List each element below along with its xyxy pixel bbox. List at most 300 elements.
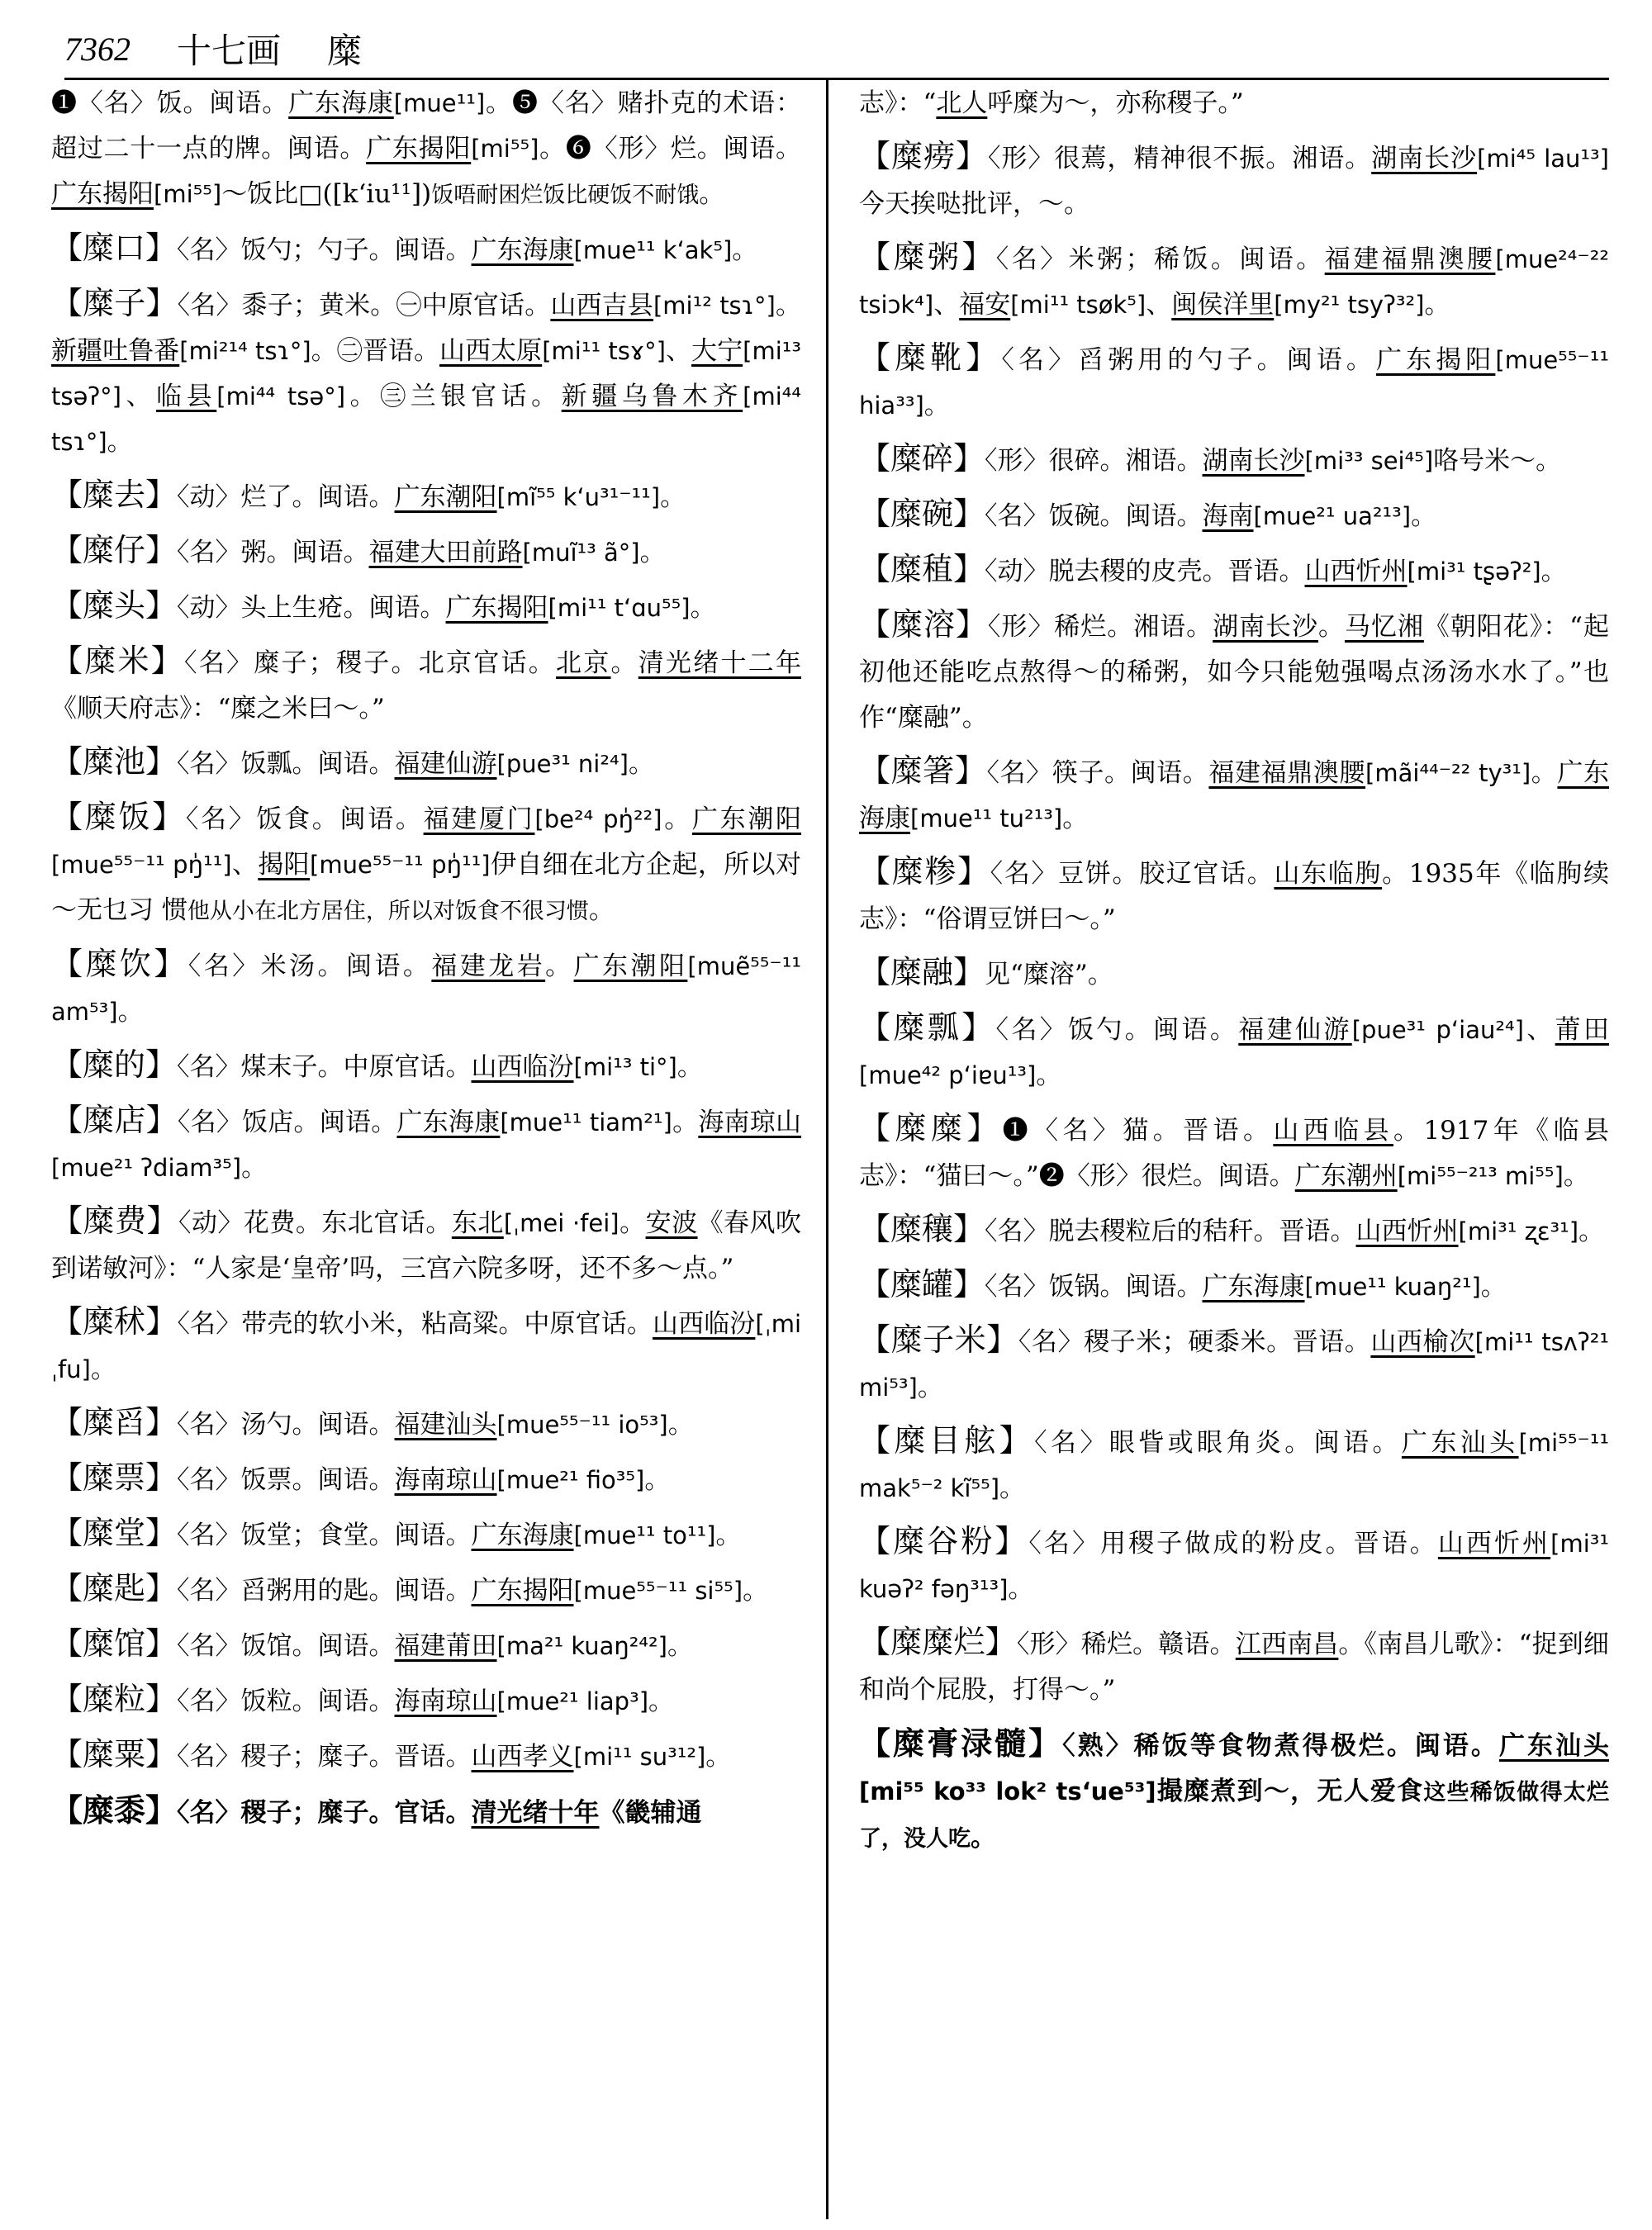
entry-text: 。 <box>667 1410 694 1440</box>
entry-headword: 【糜罐】 <box>859 1266 985 1302</box>
entry-headword: 【糜费】 <box>51 1203 178 1239</box>
entry-headword: 【糜堂】 <box>51 1515 178 1551</box>
dialect-location: 海南琼山 <box>698 1108 801 1137</box>
entry-headword: 【糜秫】 <box>51 1303 178 1340</box>
pronunciation: [mi³¹ tʂəʔ²] <box>1407 558 1541 586</box>
dialect-location: 山西忻州 <box>1304 557 1408 586</box>
dictionary-entry <box>859 950 1609 998</box>
entry-text: 、 <box>121 382 157 411</box>
entry-headword: 【糜头】 <box>51 587 178 624</box>
dictionary-entry <box>51 1198 801 1292</box>
dialect-location: 湖南长沙 <box>1202 446 1305 476</box>
entry-headword: 【糜口】 <box>51 230 178 266</box>
dictionary-entry <box>859 1317 1609 1411</box>
dictionary-entry <box>51 1511 801 1559</box>
entry-headword: 【糜稙】 <box>859 551 985 587</box>
dialect-location: 广东汕头 <box>1498 1731 1609 1761</box>
dictionary-entry <box>51 1566 801 1614</box>
pronunciation: [mi³¹ kuəʔ² fəŋ³¹³] <box>859 1530 1610 1603</box>
pronunciation: [pue³¹ ni²⁴] <box>496 750 629 778</box>
dialect-location: 山西榆次 <box>1370 1327 1475 1357</box>
pronunciation: [mĩ⁵⁵ kʻu³¹⁻¹¹] <box>496 483 661 511</box>
entry-text: 〈名〉饭锅。闽语。 <box>985 1272 1203 1302</box>
dialect-location: 山西孝义 <box>471 1742 574 1772</box>
entry-text: 〈名〉粥。闽语。 <box>177 538 369 567</box>
dialect-location: 莆田 <box>1555 1015 1610 1045</box>
entry-text: 。 <box>1411 501 1437 531</box>
pronunciation: [mue⁵⁵⁻¹¹ hia³³] <box>859 346 1609 420</box>
dialect-location: 湖南长沙 <box>1371 144 1478 173</box>
entry-headword: 【糜池】 <box>51 743 178 780</box>
dictionary-entry <box>859 1005 1609 1098</box>
entry-text: 〈形〉很碎。湘语。 <box>985 446 1203 476</box>
entry-text: 。 <box>923 391 950 420</box>
pronunciation: [my²¹ tsyʔ³²] <box>1274 291 1425 319</box>
entry-text: 。 <box>705 1742 732 1772</box>
entry-text: 。 <box>1008 1574 1034 1604</box>
entry-text: 〈熟〉稀饭等食物煮得极烂。闽语。 <box>1062 1731 1499 1761</box>
pronunciation: [mue²¹ liap³] <box>496 1687 649 1715</box>
stroke-section: 十七画 <box>177 31 282 71</box>
entry-headword: 【糜子】 <box>51 285 178 321</box>
entry-text: 〈名〉饭店。闽语。 <box>177 1108 397 1137</box>
dictionary-entry <box>51 81 801 218</box>
dictionary-entry <box>859 547 1609 595</box>
entry-text: 〈名〉汤勺。闽语。 <box>177 1410 395 1440</box>
dictionary-entry <box>51 1098 801 1191</box>
dictionary-entry <box>859 1262 1609 1310</box>
entry-text: 〈名〉饭票。闽语。 <box>177 1465 395 1495</box>
dictionary-entry <box>859 81 1609 126</box>
entry-text: 。 <box>743 1576 769 1606</box>
dictionary-entry <box>859 849 1609 942</box>
entry-text: 〈名〉豆饼。胶辽官话。 <box>990 859 1275 889</box>
dialect-location: 广东海康 <box>1202 1272 1305 1302</box>
pronunciation: [mue¹¹ to¹¹] <box>573 1521 716 1549</box>
example-gloss: 这些稀饭做得太烂了，没人吃 <box>859 1780 1610 1852</box>
entry-text: 〈名〉饭堂；食堂。闽语。 <box>177 1521 472 1550</box>
entry-headword: 【糜糁】 <box>859 853 990 890</box>
dialect-location: 广东海康 <box>471 235 574 265</box>
dictionary-entry <box>51 1677 801 1725</box>
entry-headword: 【糜饭】 <box>51 799 186 835</box>
entry-text: 、 <box>1146 290 1172 320</box>
dialect-location: 湖南长沙 <box>1213 612 1318 642</box>
dialect-location: 东北 <box>451 1208 504 1238</box>
dialect-location: 山西临县 <box>1273 1116 1394 1146</box>
dictionary-entry <box>51 1621 801 1669</box>
entry-text: 。 <box>1540 557 1567 586</box>
dialect-location: 大宁 <box>691 336 743 366</box>
entry-text: 〈名〉米汤。闽语。 <box>188 951 432 981</box>
dictionary-entry <box>859 491 1609 539</box>
pronunciation: [mi⁵⁵ ko³³ lok² tsʻue⁵³] <box>859 1777 1156 1805</box>
pronunciation: [mue⁵⁵⁻¹¹ pŋ̍¹¹] <box>310 851 491 879</box>
dictionary-entry <box>51 528 801 576</box>
entry-text: 〈动〉烂了。闽语。 <box>177 482 395 512</box>
entry-text: 《畿辅通 <box>599 1798 702 1828</box>
entry-text: 〈动〉花费。东北官话。 <box>178 1208 452 1238</box>
entry-headword: 【糜溶】 <box>859 606 988 643</box>
dictionary-entry <box>51 583 801 631</box>
pronunciation: [mi¹¹ tʻɑu⁵⁵] <box>548 594 691 622</box>
entry-headword: 【糜馆】 <box>51 1625 178 1662</box>
entry-text: 。 <box>775 291 802 320</box>
entry-text: 。❻〈形〉烂。闽语。 <box>539 134 802 164</box>
dictionary-entry <box>51 1455 801 1503</box>
entry-text: 〈形〉很蔫，精神很不振。湘语。 <box>987 144 1372 173</box>
entry-headword: 【糜膏渌髓】 <box>859 1725 1063 1762</box>
dialect-location: 广东海康 <box>859 758 1609 833</box>
entry-text: 。 <box>107 427 133 457</box>
entry-text: 。 <box>971 1823 996 1853</box>
entry-text: 〈名〉饭馆。闽语。 <box>177 1631 395 1661</box>
pronunciation: [mue²¹ ʔdiam³⁵] <box>51 1154 242 1182</box>
dictionary-entry <box>859 602 1609 741</box>
entry-text: 。 <box>662 804 692 834</box>
entry-headword: 【糜穰】 <box>859 1211 985 1247</box>
pronunciation: [mi¹¹ tsøk⁵] <box>1010 291 1146 319</box>
entry-text: 。 <box>644 1465 671 1495</box>
entry-headword: 【糜碎】 <box>859 440 985 477</box>
entry-text: 。 <box>676 1052 703 1082</box>
pronunciation: [muĩ¹³ ã°] <box>522 539 640 567</box>
entry-text: 。 <box>1480 1272 1507 1302</box>
entry-headword: 【糜匙】 <box>51 1570 178 1606</box>
dictionary-entry <box>859 436 1609 484</box>
dictionary-entry <box>859 134 1609 227</box>
entry-text: 〈名〉稷子；糜子。晋语。 <box>177 1742 472 1772</box>
pronunciation: [mue¹¹ kuaŋ²¹] <box>1304 1273 1481 1301</box>
entry-text: 。1935年《临朐续志》：“俗谓豆饼曰～。” <box>859 859 1609 934</box>
entry-text: 〈动〉脱去稷的皮壳。晋语。 <box>985 557 1305 586</box>
dictionary-entry <box>859 1720 1609 1862</box>
right-column <box>859 81 1609 1869</box>
entry-text: 。 <box>90 1355 116 1384</box>
dictionary-entry <box>859 235 1609 328</box>
dictionary-entry <box>51 225 801 273</box>
entry-text: 〈名〉稷子；糜子。官话。 <box>177 1798 472 1828</box>
entry-text: 。❺〈名〉赌扑克的术语：超过二十一点的牌。闽语。 <box>51 88 802 164</box>
pronunciation: [mi⁴⁴ tsə°] <box>216 382 346 410</box>
entry-text: 〈名〉用稷子做成的粉皮。晋语。 <box>1028 1529 1438 1559</box>
pronunciation: [mue¹¹ tu²¹³] <box>910 804 1063 833</box>
entry-text: 。 <box>660 482 686 512</box>
dialect-location: 北人 <box>936 88 988 118</box>
dictionary-entry <box>51 281 801 465</box>
entry-text: 〈名〉脱去稷粒后的秸秆。晋语。 <box>985 1217 1356 1246</box>
entry-headword: 【糜米】 <box>51 643 184 679</box>
dictionary-entry <box>51 1042 801 1090</box>
header-rule <box>64 78 1609 80</box>
entry-text: ❶〈名〉饭。闽语。 <box>51 88 289 118</box>
dialect-location: 福安 <box>959 290 1011 320</box>
pronunciation: [mãi⁴⁴⁻²² ty³¹] <box>1365 759 1531 787</box>
dialect-location: 山东临朐 <box>1274 859 1383 889</box>
entry-text: 〈名〉饭瓢。闽语。 <box>177 749 395 779</box>
entry-headword: 【糜粒】 <box>51 1681 178 1717</box>
entry-headword: 【糜目舷】 <box>859 1422 1035 1459</box>
entry-text: ❶〈名〉猫。晋语。 <box>1002 1116 1274 1146</box>
entry-headword: 【糜糜】 <box>859 1110 1003 1146</box>
entry-text: 。 <box>1578 1217 1605 1246</box>
entry-text: 、 <box>1523 1015 1555 1045</box>
entry-text: 见“糜溶”。 <box>985 960 1113 989</box>
entry-text: 、 <box>665 336 692 366</box>
entry-text: 志》：“ <box>859 88 937 118</box>
pronunciation: [mue⁴² pʻiɐu¹³] <box>859 1061 1037 1089</box>
entry-headword: 【糜痨】 <box>859 138 988 174</box>
example-gloss: 饭唔耐困烂饭比硬饭不耐饿 <box>431 183 700 208</box>
entry-text: 〈动〉头上生疮。闽语。 <box>177 593 446 623</box>
dictionary-entry <box>51 472 801 520</box>
entry-text: 。 <box>619 1208 646 1238</box>
dialect-location: 新疆吐鲁番 <box>51 336 180 366</box>
dialect-location: 海南琼山 <box>394 1465 497 1495</box>
entry-text: 。 <box>1062 804 1089 833</box>
pronunciation: [mi⁵⁵] <box>471 135 539 163</box>
pronunciation: [mi¹¹ su³¹²] <box>573 1743 706 1771</box>
entry-text: 〈名〉煤末子。中原官话。 <box>177 1052 472 1082</box>
dialect-location: 江西南昌 <box>1235 1630 1339 1659</box>
dictionary-entry <box>859 748 1609 842</box>
entry-text: 撮糜煮到～，无人爱食 <box>1156 1777 1424 1806</box>
entry-text: 〈名〉饭粒。闽语。 <box>177 1687 395 1716</box>
pronunciation: [mue²¹ ua²¹³] <box>1253 502 1412 530</box>
entry-text: 。1917年《临县志》：“猫曰～。”❷〈形〉很烂。闽语。 <box>859 1116 1609 1191</box>
pronunciation: [mi⁵⁵⁻¹¹ mak⁵⁻² kĩ⁵⁵] <box>859 1429 1610 1502</box>
entry-headword: 【糜箸】 <box>859 752 987 789</box>
dialect-location: 安波 <box>645 1208 698 1238</box>
pronunciation: [mi¹¹ tsɤ°] <box>542 337 666 365</box>
entry-text: 〈名〉带壳的软小米，粘高粱。中原官话。 <box>177 1309 653 1339</box>
pronunciation: [ma²¹ kuaŋ²⁴²] <box>496 1632 667 1660</box>
entry-text: 〈名〉眼眥或眼角炎。闽语。 <box>1034 1428 1402 1458</box>
entry-text: 〈名〉饭勺。闽语。 <box>995 1015 1239 1045</box>
entry-text: 。 <box>699 179 725 209</box>
dialect-location: 海南琼山 <box>394 1687 497 1716</box>
dictionary-entry <box>51 1299 801 1393</box>
entry-text: 。 <box>241 1153 268 1183</box>
entry-text: 。 <box>648 1687 675 1716</box>
entry-text: 〈名〉米粥；稀饭。闽语。 <box>995 244 1325 274</box>
entry-text: 〈名〉饭食。闽语。 <box>185 804 424 834</box>
entry-text: 〈名〉黍子；黄米。㊀中原官话。 <box>177 291 551 320</box>
entry-text: 。 <box>1424 290 1450 320</box>
pronunciation: [mi⁵⁵] <box>154 180 222 208</box>
entry-text: 《顺天府志》：“糜之米曰～。” <box>51 694 385 724</box>
page-header <box>64 23 1609 74</box>
dictionary-entry <box>51 638 801 732</box>
entry-text: 〈名〉筷子。闽语。 <box>986 758 1209 788</box>
entry-text: 。 <box>1531 758 1558 788</box>
entry-text: 〈名〉饭碗。闽语。 <box>985 501 1203 531</box>
entry-headword: 【糜粟】 <box>51 1736 178 1772</box>
pronunciation: [mue¹¹] <box>393 89 486 117</box>
entry-text: 〈名〉糜子；稷子。北京官话。 <box>184 648 556 678</box>
entry-headword: 【糜店】 <box>51 1102 178 1138</box>
pronunciation: [mi³¹ ʐɛ³¹] <box>1458 1217 1579 1245</box>
pronunciation: [mue⁵⁵⁻¹¹ pŋ̍¹¹] <box>51 851 232 879</box>
dialect-location: 马忆湘 <box>1344 612 1424 642</box>
pronunciation: [mi⁴⁴ tsɿ°] <box>51 382 802 456</box>
dialect-location: 福建大田前路 <box>368 538 523 567</box>
pronunciation: [be²⁴ pŋ̍²²] <box>534 805 662 833</box>
dialect-location: 福建厦门 <box>423 804 535 834</box>
dialect-location: 广东揭阳 <box>51 179 154 209</box>
entry-text: 。 <box>667 1631 693 1661</box>
entry-text: 〈形〉稀烂。湘语。 <box>987 612 1213 642</box>
entry-text: 《朝阳花》：“起初他还能吃点熬得～的稀粥，如今只能勉强喝点汤汤水水了。”也作“糜融”。 <box>859 612 1609 733</box>
header-character: 糜 <box>327 31 363 71</box>
dialect-location: 福建福鼎澳腰 <box>1324 244 1496 274</box>
entry-text: 。 <box>1317 612 1345 642</box>
entry-headword: 【糜靴】 <box>859 339 1002 376</box>
pronunciation: [muẽ⁵⁵⁻¹¹ am⁵³] <box>51 952 801 1026</box>
dialect-location: 广东潮阳 <box>573 951 688 981</box>
example-gloss: 他从小在北方居住，所以对饭食不很习惯 <box>187 899 589 924</box>
entry-headword: 【糜去】 <box>51 477 178 513</box>
entry-headword: 【糜子米】 <box>859 1321 1018 1358</box>
entry-headword: 【糜饮】 <box>51 946 188 982</box>
dialect-location: 广东揭阳 <box>1376 345 1496 375</box>
dictionary-entry <box>859 1620 1609 1713</box>
entry-text: 今天挨哒批评，～。 <box>859 189 1089 219</box>
entry-headword: 【糜黍】 <box>51 1791 178 1829</box>
dictionary-entry <box>859 335 1609 429</box>
page-number: 7362 <box>64 30 131 68</box>
entry-text: 〈名〉舀粥用的匙。闽语。 <box>177 1576 472 1606</box>
dictionary-entry <box>859 1207 1609 1255</box>
entry-text: 〈名〉饭勺；勺子。闽语。 <box>177 235 472 265</box>
dialect-location: 福建仙游 <box>1238 1015 1352 1045</box>
entry-text: 〈名〉舀粥用的勺子。闽语。 <box>1001 345 1377 375</box>
entry-headword: 【糜粥】 <box>859 239 996 275</box>
pronunciation: [mi¹¹ tsʌʔ²¹ mi⁵³] <box>859 1328 1610 1402</box>
pronunciation: [pue³¹ pʻiau²⁴] <box>1351 1016 1524 1044</box>
pronunciation: [mi⁵⁵⁻²¹³ mi⁵⁵] <box>1397 1162 1564 1190</box>
dialect-location: 临县 <box>156 382 217 411</box>
pronunciation: [ˌmei ·fei] <box>503 1209 620 1237</box>
entry-text: 。 <box>545 951 574 981</box>
dictionary-entry <box>51 1787 801 1836</box>
entry-text: 。 <box>639 538 666 567</box>
entry-text: 。 <box>690 593 716 623</box>
dictionary-entry <box>51 739 801 787</box>
dialect-location: 山西吉县 <box>550 291 653 320</box>
entry-headword: 【糜的】 <box>51 1046 178 1083</box>
pronunciation: [mi²¹⁴ tsɿ°] <box>179 337 311 365</box>
pronunciation: [mue²¹ fio³⁵] <box>496 1466 645 1494</box>
pronunciation: [mi³³ sei⁴⁵] <box>1304 447 1434 475</box>
dialect-location: 广东潮州 <box>1294 1161 1398 1191</box>
dialect-location: 新疆乌鲁木齐 <box>561 382 743 411</box>
entry-text: 〈名〉稷子米；硬黍米。晋语。 <box>1018 1327 1371 1357</box>
entry-text: 。 <box>1563 1161 1589 1191</box>
pronunciation: [mi¹³ tsəʔ°] <box>51 337 802 410</box>
dialect-location: 福建莆田 <box>394 1631 497 1661</box>
pronunciation: [mue¹¹ tiam²¹] <box>500 1108 672 1136</box>
entry-text: 呼糜为～，亦称稷子。” <box>987 88 1244 118</box>
dialect-location: 山西忻州 <box>1355 1217 1459 1246</box>
dialect-location: 北京 <box>556 648 611 678</box>
dialect-location: 山西临汾 <box>652 1309 756 1339</box>
entry-headword: 【糜瓢】 <box>859 1009 996 1046</box>
dialect-location: 福建龙岩 <box>431 951 546 981</box>
dialect-location: 广东潮阳 <box>394 482 497 512</box>
pronunciation: [mi¹² tsɿ°] <box>653 292 776 320</box>
entry-text: 。 <box>715 1521 742 1550</box>
entry-text: 。 <box>917 1373 943 1402</box>
dialect-location: 广东潮阳 <box>691 804 802 834</box>
entry-text: 、 <box>933 290 960 320</box>
dialect-location: 揭阳 <box>258 850 311 880</box>
dialect-location: 福建福鼎澳腰 <box>1208 758 1366 788</box>
dialect-location: 清光绪十二年 <box>638 648 801 678</box>
dialect-location: 山西临汾 <box>471 1052 574 1082</box>
entry-text: 。㊁晋语。 <box>311 336 440 366</box>
entry-text: 伊自细在北方企起，所以对～无乜习 惯 <box>51 850 802 925</box>
dialect-location: 山西忻州 <box>1437 1529 1551 1559</box>
dialect-location: 福建汕头 <box>394 1410 497 1440</box>
dialect-location: 广东揭阳 <box>366 134 472 164</box>
entry-headword: 【糜仔】 <box>51 532 178 568</box>
dictionary-entry <box>51 1400 801 1448</box>
entry-headword: 【糜融】 <box>859 954 985 990</box>
entry-text: 。 <box>117 997 144 1027</box>
dictionary-entry <box>51 942 801 1035</box>
entry-text: 。 <box>1036 1060 1062 1090</box>
entry-text: 《春风吹到诺敏河》：“人家是‘皇帝’吗，三宫六院多呀，还不多～点。” <box>51 1208 802 1283</box>
entry-text: 。 <box>999 1473 1026 1503</box>
entry-headword: 【糜票】 <box>51 1459 178 1496</box>
entry-text: 。 <box>732 235 758 265</box>
dialect-location: 清光绪十年 <box>471 1798 600 1828</box>
entry-headword: 【糜舀】 <box>51 1404 178 1440</box>
dialect-location: 福建仙游 <box>394 749 497 779</box>
pronunciation: [mi¹³ ti°] <box>573 1053 677 1081</box>
dialect-location: 广东汕头 <box>1401 1428 1519 1458</box>
entry-text: 。 <box>588 895 615 925</box>
pronunciation: [ˌmi ˌfu] <box>51 1310 802 1383</box>
entry-text: 。 <box>672 1108 699 1137</box>
dialect-location: 海南 <box>1202 501 1254 531</box>
entry-text: 咯号米～。 <box>1433 446 1562 476</box>
pronunciation: [mue⁵⁵⁻¹¹ io⁵³] <box>496 1411 668 1439</box>
dialect-location: 广东揭阳 <box>445 593 548 623</box>
pronunciation: [mue⁵⁵⁻¹¹ si⁵⁵] <box>573 1577 743 1605</box>
dictionary-entry <box>859 1519 1609 1612</box>
dialect-location: 闽侯洋里 <box>1171 290 1275 320</box>
dictionary-entry <box>859 1418 1609 1511</box>
pronunciation: [mi⁴⁵ lau¹³] <box>1477 145 1609 173</box>
dialect-location: 山西太原 <box>439 336 543 366</box>
dialect-location: 广东海康 <box>396 1108 501 1137</box>
entry-text: 〈形〉稀烂。赣语。 <box>1016 1630 1236 1659</box>
entry-text: 。 <box>628 749 654 779</box>
entry-text: 、 <box>231 850 259 880</box>
dialect-location: 广东揭阳 <box>471 1576 574 1606</box>
entry-text: 。《南昌儿歌》：“捉到细和尚个屁股，打得～。” <box>859 1630 1609 1705</box>
left-column <box>51 81 801 1843</box>
entry-headword: 【糜谷粉】 <box>859 1523 1029 1559</box>
entry-headword: 【糜糜烂】 <box>859 1624 1017 1660</box>
pronunciation: [mue²⁴⁻²² tsiɔk⁴] <box>859 245 1609 319</box>
dictionary-entry <box>51 795 801 934</box>
dictionary-entry <box>51 1732 801 1780</box>
dialect-location: 广东海康 <box>471 1521 574 1550</box>
pronunciation: [mue¹¹ kʻak⁵] <box>573 236 733 264</box>
